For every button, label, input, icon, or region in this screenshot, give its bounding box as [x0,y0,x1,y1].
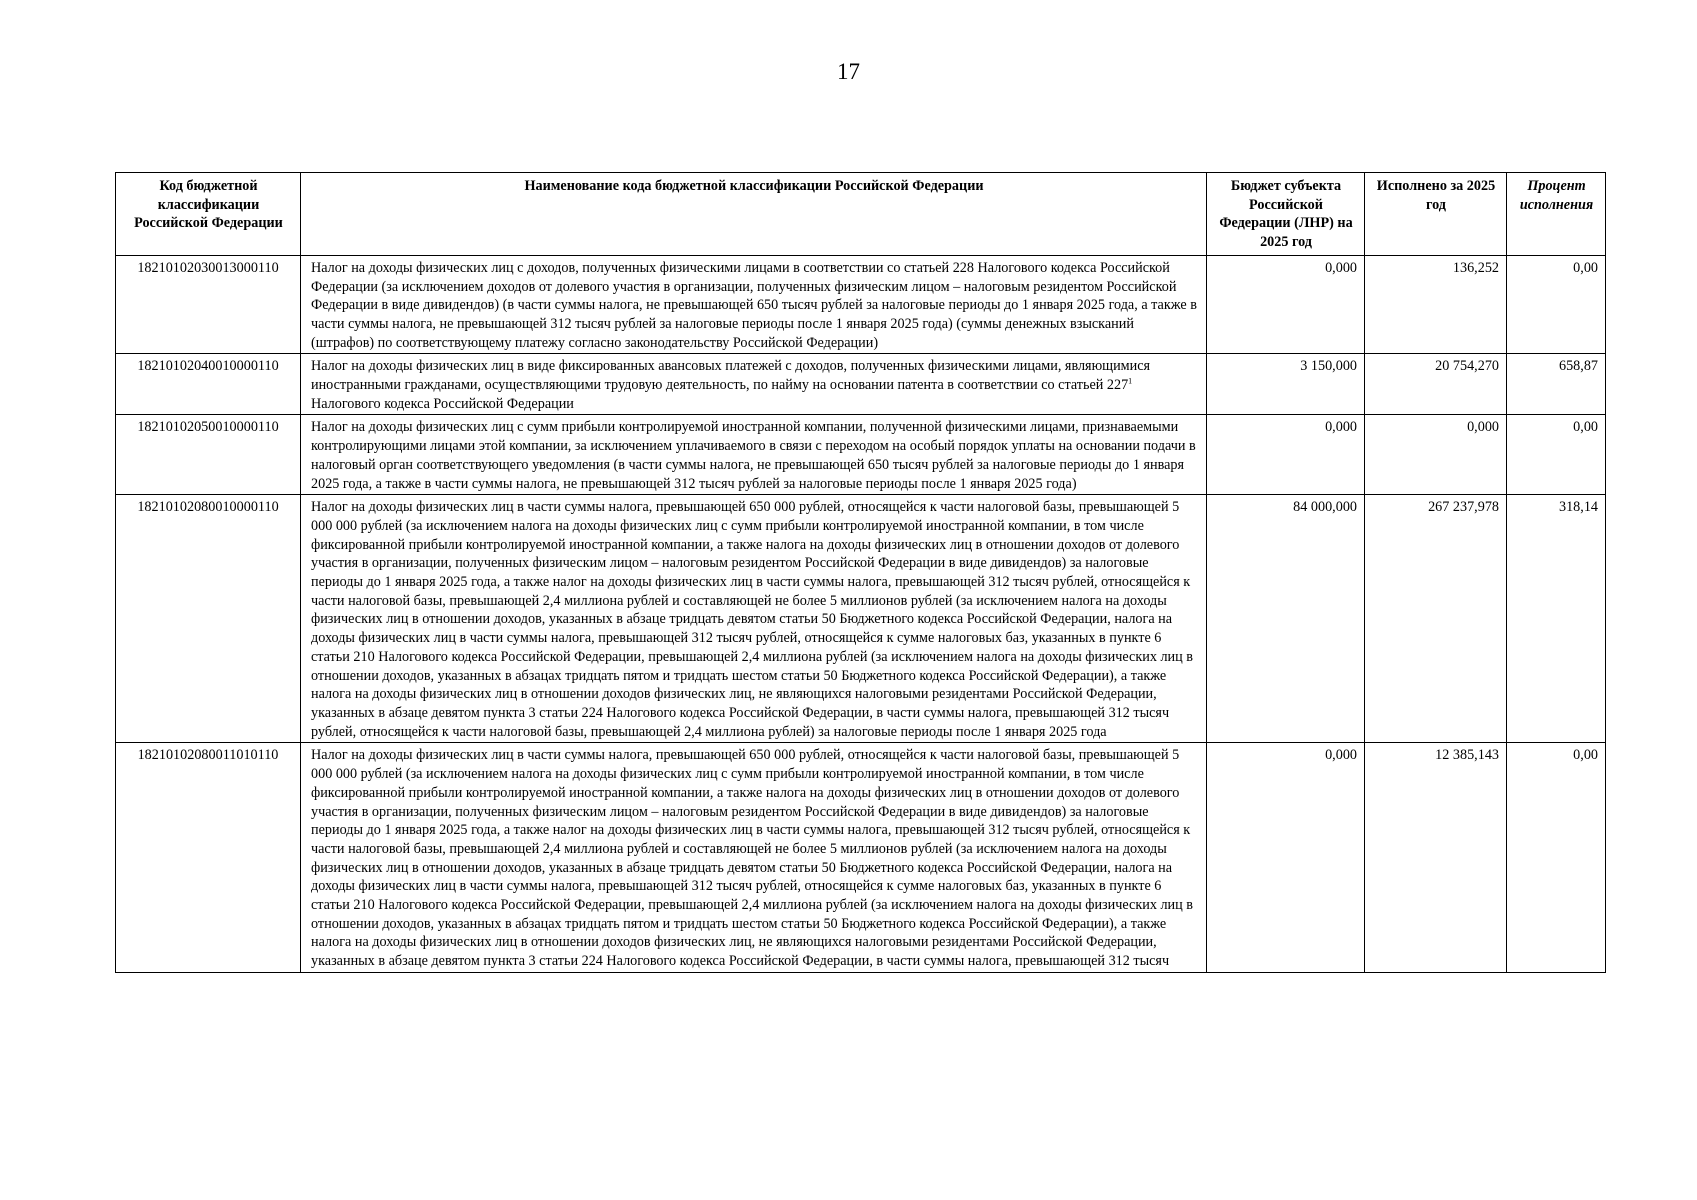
cell-percent: 0,00 [1507,743,1606,972]
cell-name-tail: Налогового кодекса Российской Федерации [311,395,574,412]
header-executed: Исполнено за 2025 год [1365,173,1507,256]
table-row [116,743,1606,972]
cell-code: 18210102080011010110 [116,743,301,972]
cell-name: Налог на доходы физических лиц с сумм прибыли контролируемой иностранной компании, полученной физическими лицами, признаваемыми контролирующими лицами этой компании, за исключением уплачиваемого в связи с переходом на особый порядок уплаты на основании подачи в налоговый орган соответствующего уведомления (в части суммы налога, не превышающей 650 тысяч рублей за налоговые периоды до 1 января 2025 года, а также в части суммы налога, не превышающей 312 тысяч рублей за налоговые периоды после 1 января 2025 года) [301,415,1207,495]
cell-name: Налог на доходы физических лиц в части суммы налога, превышающей 650 000 рублей, относящейся к части налоговой базы, превышающей 5 000 000 рублей (за исключением налога на доходы физических лиц с сумм прибыли контролируемой иностранной компании, в том числе фиксированной прибыли контролируемой иностранной компании, а также налога на доходы физических лиц в отношении доходов от долевого участия в организации, полученных физическим лицом – налоговым резидентом Российской Федерации в виде дивидендов) за налоговые периоды до 1 января 2025 года, а также налог на доходы физических лиц в части суммы налога, превышающей 312 тысяч рублей, относящейся к части налоговой базы, превышающей 2,4 миллиона рублей и составляющей не более 5 миллионов рублей (за исключением налога на доходы физических лиц в отношении доходов, указанных в абзаце тридцать девятом статьи 50 Бюджетного кодекса Российской Федерации, налога на доходы физических лиц в части суммы налога, превышающей 312 тысяч рублей, относящейся к сумме налоговых баз, указанных в пункте 6 статьи 210 Налогового кодекса Российской Федерации, превышающей 2,4 миллиона рублей (за исключением налога на доходы физических лиц в отношении доходов, указанных в абзацах тридцать пятом и тридцать шестом статьи 50 Бюджетного кодекса Российской Федерации), а также налога на доходы физических лиц в отношении доходов физических лиц, не являющихся налоговыми резидентами Российской Федерации, указанных в абзаце девятом пункта 3 статьи 224 Налогового кодекса Российской Федерации, в части суммы налога, превышающей 312 тысяч [301,743,1207,972]
cell-plan: 0,000 [1207,255,1365,354]
cell-executed: 20 754,270 [1365,354,1507,415]
cell-name-superscript: 1 [1128,376,1133,386]
cell-plan: 0,000 [1207,743,1365,972]
cell-percent: 318,14 [1507,495,1606,743]
cell-code: 18210102080010000110 [116,495,301,743]
table-row [116,495,1606,743]
cell-code: 18210102050010000110 [116,415,301,495]
cell-percent: 0,00 [1507,255,1606,354]
cell-percent: 0,00 [1507,415,1606,495]
cell-name-text: Налог на доходы физических лиц в виде фиксированных авансовых платежей с доходов, полученных физическими лицами, являющимися иностранными гражданами, осуществляющими трудовую деятельность, по найму на основании патента в соответствии со статьей 227 [311,358,1151,394]
cell-name [301,354,1207,415]
cell-name: Налог на доходы физических лиц с доходов, полученных физическими лицами в соответствии со статьей 228 Налогового кодекса Российской Федерации (за исключением доходов от долевого участия в организации, полученных физическим лицом – налоговым резидентом Российской Федерации в виде дивидендов) (в части суммы налога, не превышающей 650 тысяч рублей за налоговые периоды до 1 января 2025 года, а также в части суммы налога, не превышающей 312 тысяч рублей за налоговые периоды после 1 января 2025 года) (суммы денежных взысканий (штрафов) по соответствующему платежу согласно законодательству Российской Федерации) [301,255,1207,354]
page-number: 17 [837,59,860,84]
header-name: Наименование кода бюджетной классификации Российской Федерации [301,173,1207,256]
cell-code: 18210102040010000110 [116,354,301,415]
table-row [116,255,1606,354]
header-plan: Бюджет субъекта Российской Федерации (ЛНР) на 2025 год [1207,173,1365,256]
cell-executed: 136,252 [1365,255,1507,354]
cell-plan: 3 150,000 [1207,354,1365,415]
cell-percent: 658,87 [1507,354,1606,415]
cell-executed: 12 385,143 [1365,743,1507,972]
cell-executed: 0,000 [1365,415,1507,495]
cell-code: 18210102030013000110 [116,255,301,354]
table-row [116,415,1606,495]
budget-table [115,172,1606,973]
header-percent: Процент исполнения [1507,173,1606,256]
cell-plan: 0,000 [1207,415,1365,495]
cell-plan: 84 000,000 [1207,495,1365,743]
table-row [116,354,1606,415]
cell-executed: 267 237,978 [1365,495,1507,743]
cell-name: Налог на доходы физических лиц в части суммы налога, превышающей 650 000 рублей, относящейся к части налоговой базы, превышающей 5 000 000 рублей (за исключением налога на доходы физических лиц с сумм прибыли контролируемой иностранной компании, в том числе фиксированной прибыли контролируемой иностранной компании, а также налога на доходы физических лиц в отношении доходов от долевого участия в организации, полученных физическим лицом – налоговым резидентом Российской Федерации в виде дивидендов) за налоговые периоды до 1 января 2025 года, а также налог на доходы физических лиц в части суммы налога, превышающей 312 тысяч рублей, относящейся к части налоговой базы, превышающей 2,4 миллиона рублей и составляющей не более 5 миллионов рублей (за исключением налога на доходы физических лиц в отношении доходов, указанных в абзаце тридцать девятом статьи 50 Бюджетного кодекса Российской Федерации, налога на доходы физических лиц в части суммы налога, превышающей 312 тысяч рублей, относящейся к сумме налоговых баз, указанных в пункте 6 статьи 210 Налогового кодекса Российской Федерации, превышающей 2,4 миллиона рублей (за исключением налога на доходы физических лиц в отношении доходов, указанных в абзацах тридцать пятом и тридцать шестом статьи 50 Бюджетного кодекса Российской Федерации), а также налога на доходы физических лиц в отношении доходов физических лиц, не являющихся налоговыми резидентами Российской Федерации, указанных в абзаце девятом пункта 3 статьи 224 Налогового кодекса Российской Федерации, в части суммы налога, превышающей 312 тысяч рублей, относящейся к части налоговой базы, превышающей 2,4 миллиона рублей) за налоговые периоды после 1 января 2025 года [301,495,1207,743]
header-code: Код бюджетной классификации Российской Федерации [116,173,301,256]
table-header-row [116,173,1606,256]
